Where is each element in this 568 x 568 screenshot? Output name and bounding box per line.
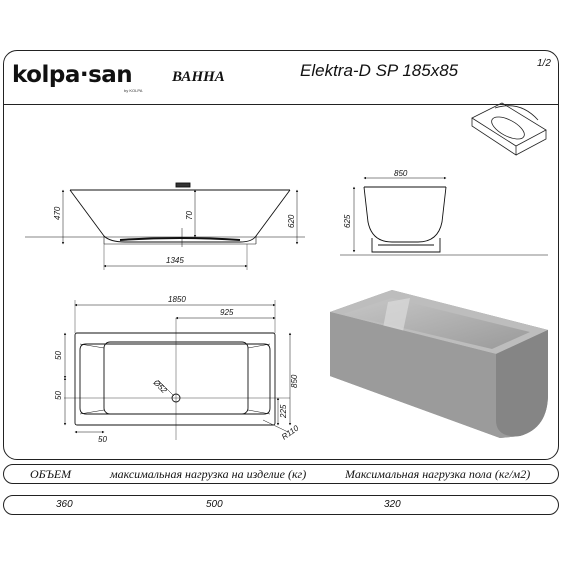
table-values-row bbox=[3, 495, 559, 515]
side-width-label: 850 bbox=[394, 169, 408, 178]
brand-logo: kolpa·san bbox=[12, 62, 133, 88]
header-max-load-product: максимальная нагрузка на изделие (кг) bbox=[110, 467, 307, 481]
front-height-right-label: 620 bbox=[287, 214, 296, 228]
top-drain-offset-label: 225 bbox=[279, 404, 288, 418]
value-volume: 360 bbox=[56, 499, 73, 510]
value-max-load-product: 500 bbox=[206, 499, 223, 510]
value-max-floor-load: 320 bbox=[384, 499, 401, 510]
top-half-length-label: 925 bbox=[220, 308, 234, 317]
header-volume: ОБЪЕМ bbox=[30, 467, 72, 481]
top-length-label: 1850 bbox=[168, 295, 186, 304]
front-height-left-label: 470 bbox=[53, 206, 62, 220]
front-bottom-width-label: 1345 bbox=[166, 256, 184, 265]
front-view bbox=[25, 183, 305, 270]
page-number: 1/2 bbox=[537, 58, 551, 69]
side-height-label: 625 bbox=[343, 214, 352, 228]
side-view bbox=[340, 178, 548, 255]
top-corner-radius-label: R110 bbox=[279, 423, 301, 442]
top-left-offset-top-label: 50 bbox=[54, 351, 63, 360]
bathtub-render bbox=[330, 290, 548, 438]
model-name: Elektra-D SP 185x85 bbox=[300, 61, 459, 80]
header-max-floor-load: Максимальная нагрузка пола (кг/м2) bbox=[345, 467, 531, 481]
top-bottom-offset-label: 50 bbox=[98, 435, 107, 444]
top-left-offset-bottom-label: 50 bbox=[54, 391, 63, 400]
top-width-label: 850 bbox=[290, 374, 299, 388]
document-type: ВАННА bbox=[172, 69, 225, 85]
top-drain-diameter-label: Ø52 bbox=[151, 378, 169, 396]
top-view bbox=[64, 300, 290, 440]
iso-thumbnail bbox=[472, 103, 546, 155]
front-drain-height-label: 70 bbox=[185, 211, 194, 220]
brand-logo-subtext: by KOLPA bbox=[124, 88, 143, 93]
